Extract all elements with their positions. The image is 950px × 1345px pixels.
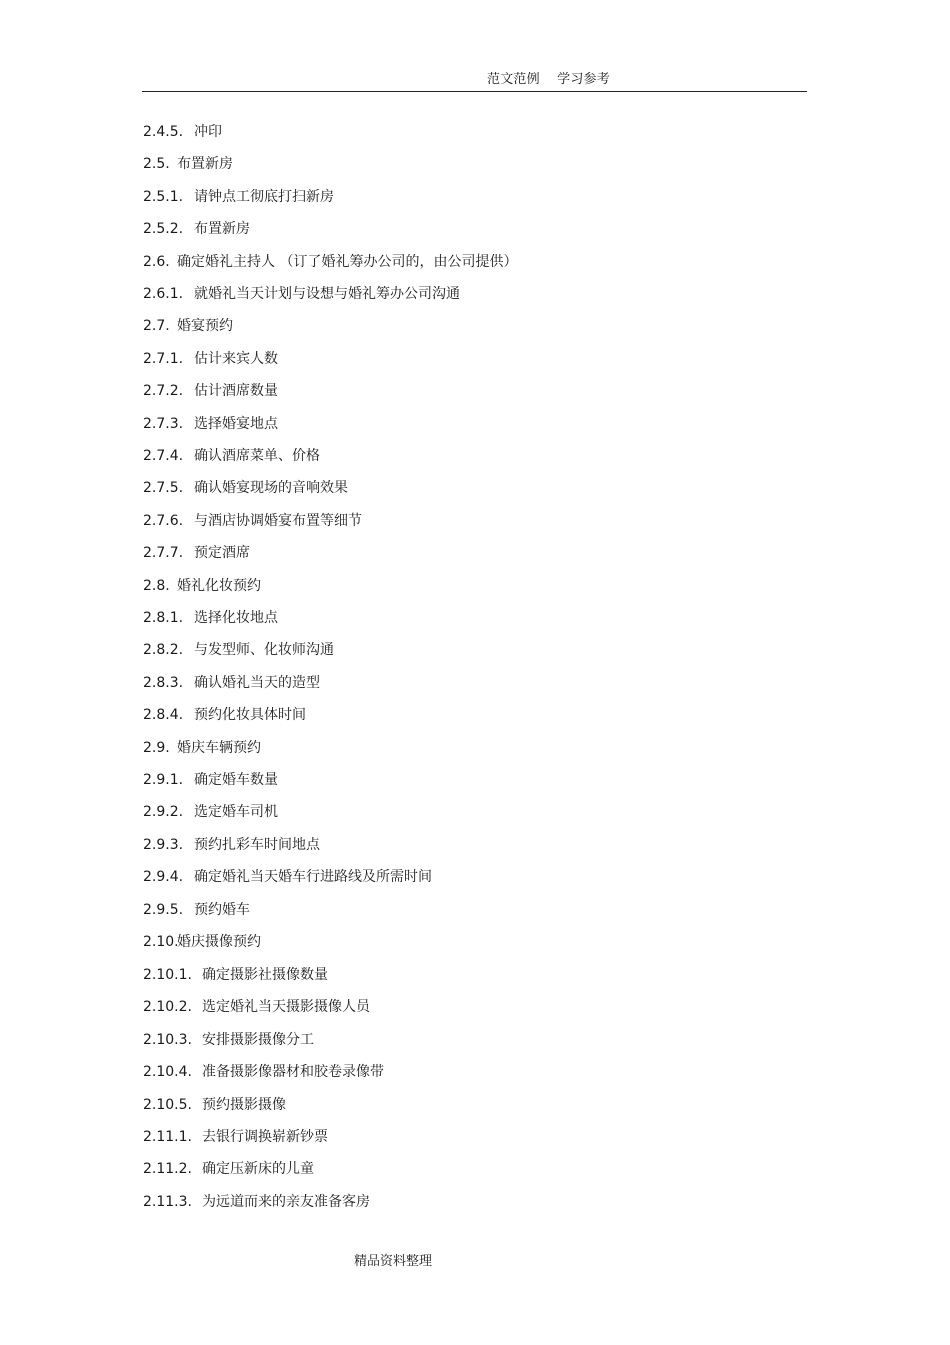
outline-item bbox=[143, 964, 328, 986]
outline-item bbox=[143, 348, 278, 370]
outline-item-text: 去银行调换崭新钞票 bbox=[202, 1129, 328, 1145]
outline-item bbox=[143, 769, 278, 791]
outline-item bbox=[143, 283, 460, 305]
outline-item-text: 冲印 bbox=[194, 124, 222, 140]
outline-item-number: 2.7.6. bbox=[143, 513, 184, 529]
outline-item bbox=[143, 510, 362, 532]
outline-item bbox=[143, 834, 320, 856]
outline-item bbox=[143, 704, 306, 726]
outline-item bbox=[143, 445, 320, 467]
outline-item-text: 婚礼化妆预约 bbox=[177, 578, 261, 594]
outline-item-number: 2.7.3. bbox=[143, 416, 184, 432]
outline-item bbox=[143, 866, 432, 888]
outline-item-text: 就婚礼当天计划与设想与婚礼筹办公司沟通 bbox=[194, 286, 460, 302]
outline-item bbox=[143, 542, 250, 564]
outline-item-text: 布置新房 bbox=[177, 156, 233, 172]
outline-item-text: 与酒店协调婚宴布置等细节 bbox=[194, 513, 362, 529]
outline-item bbox=[143, 1029, 314, 1051]
outline-item-text: 选定婚车司机 bbox=[194, 804, 278, 820]
outline-item bbox=[143, 251, 517, 273]
outline-item-text: 估计酒席数量 bbox=[194, 383, 278, 399]
outline-item-number: 2.10.5. bbox=[143, 1097, 192, 1113]
outline-item-number: 2.9.2. bbox=[143, 804, 184, 820]
outline-item bbox=[143, 1126, 328, 1148]
outline-item-number: 2.7.5. bbox=[143, 480, 184, 496]
outline-item-number: 2.7.2. bbox=[143, 383, 184, 399]
outline-item-text: 确定婚车数量 bbox=[194, 772, 278, 788]
outline-item-number: 2.10.1. bbox=[143, 967, 192, 983]
outline-item bbox=[143, 899, 250, 921]
outline-item bbox=[143, 996, 370, 1018]
outline-item-number: 2.9. bbox=[143, 740, 170, 756]
outline-item-number: 2.8.2. bbox=[143, 642, 184, 658]
outline-item bbox=[143, 931, 261, 953]
outline-item-number: 2.10.4. bbox=[143, 1064, 192, 1080]
outline-item-number: 2.9.1. bbox=[143, 772, 184, 788]
outline-item-number: 2.9.5. bbox=[143, 902, 184, 918]
outline-item-number: 2.8.3. bbox=[143, 675, 184, 691]
page-footer: 精品资料整理 bbox=[354, 1254, 433, 1269]
outline-item-text: 预约婚车 bbox=[194, 902, 250, 918]
outline-item bbox=[143, 1094, 286, 1116]
outline-item bbox=[143, 413, 278, 435]
outline-item-text: 预定酒席 bbox=[194, 545, 250, 561]
outline-item bbox=[143, 801, 278, 823]
outline-item-text: 预约化妆具体时间 bbox=[194, 707, 306, 723]
outline-item-text: 估计来宾人数 bbox=[194, 351, 278, 367]
outline-item bbox=[143, 1191, 370, 1213]
outline-item-text: 为远道而来的亲友准备客房 bbox=[202, 1194, 370, 1210]
outline-item bbox=[143, 737, 261, 759]
outline-item-text: 确定婚礼当天婚车行进路线及所需时间 bbox=[194, 869, 432, 885]
outline-item-text: 准备摄影像器材和胶卷录像带 bbox=[202, 1064, 384, 1080]
outline-item-number: 2.10.2. bbox=[143, 999, 192, 1015]
outline-item-number: 2.7. bbox=[143, 318, 170, 334]
outline-item-number: 2.4.5. bbox=[143, 124, 184, 140]
outline-item-number: 2.9.4. bbox=[143, 869, 184, 885]
outline-item bbox=[143, 380, 278, 402]
outline-item-number: 2.11.3. bbox=[143, 1194, 192, 1210]
outline-item-number: 2.5.2. bbox=[143, 221, 184, 237]
outline-item-number: 2.5. bbox=[143, 156, 170, 172]
outline-item-text: 布置新房 bbox=[194, 221, 250, 237]
header-text: 范文范例 学习参考 bbox=[487, 72, 610, 87]
outline-item-text: 确认酒席菜单、价格 bbox=[194, 448, 320, 464]
outline-item-number: 2.10.3. bbox=[143, 1032, 192, 1048]
outline-item-text: 请钟点工彻底打扫新房 bbox=[194, 189, 334, 205]
outline-item-number: 2.7.7. bbox=[143, 545, 184, 561]
outline-item-number: 2.5.1. bbox=[143, 189, 184, 205]
outline-item-number: 2.7.4. bbox=[143, 448, 184, 464]
outline-item-number: 2.11.1. bbox=[143, 1129, 192, 1145]
outline-item-text: 婚宴预约 bbox=[177, 318, 233, 334]
outline-item-text: 安排摄影摄像分工 bbox=[202, 1032, 314, 1048]
outline-item-number: 2.7.1. bbox=[143, 351, 184, 367]
outline-item-text: 选择化妆地点 bbox=[194, 610, 278, 626]
outline-item bbox=[143, 186, 334, 208]
outline-item-text: 预约扎彩车时间地点 bbox=[194, 837, 320, 853]
outline-item bbox=[143, 1061, 384, 1083]
outline-item bbox=[143, 218, 250, 240]
outline-item-text: 确认婚宴现场的音响效果 bbox=[194, 480, 348, 496]
outline-item-text: 与发型师、化妆师沟通 bbox=[194, 642, 334, 658]
outline-item-text: 婚庆摄像预约 bbox=[177, 934, 261, 950]
header-rule bbox=[142, 91, 807, 92]
outline-item bbox=[143, 477, 348, 499]
outline-item-text: 预约摄影摄像 bbox=[202, 1097, 286, 1113]
outline-item-number: 2.9.3. bbox=[143, 837, 184, 853]
outline-item-number: 2.8.4. bbox=[143, 707, 184, 723]
outline-item bbox=[143, 639, 334, 661]
outline-item-text: 婚庆车辆预约 bbox=[177, 740, 261, 756]
outline-item-text: 确定压新床的儿童 bbox=[202, 1161, 314, 1177]
outline-item-number: 2.11.2. bbox=[143, 1161, 192, 1177]
outline-item-text: 确定婚礼主持人 （订了婚礼筹办公司的，由公司提供） bbox=[177, 254, 518, 270]
outline-item bbox=[143, 153, 233, 175]
outline-item-text: 确认婚礼当天的造型 bbox=[194, 675, 320, 691]
outline-item-number: 2.6. bbox=[143, 254, 170, 270]
outline-item-number: 2.8. bbox=[143, 578, 170, 594]
outline-item-text: 确定摄影社摄像数量 bbox=[202, 967, 328, 983]
outline-item-number: 2.6.1. bbox=[143, 286, 184, 302]
outline-item-text: 选定婚礼当天摄影摄像人员 bbox=[202, 999, 370, 1015]
outline-item bbox=[143, 315, 233, 337]
outline-item bbox=[143, 575, 261, 597]
outline-item bbox=[143, 672, 320, 694]
outline-item bbox=[143, 121, 222, 143]
outline-item-number: 2.8.1. bbox=[143, 610, 184, 626]
outline-item-number: 2.10. bbox=[143, 934, 179, 950]
page-header bbox=[0, 68, 950, 88]
outline-item bbox=[143, 607, 278, 629]
outline-item bbox=[143, 1158, 314, 1180]
outline-item-text: 选择婚宴地点 bbox=[194, 416, 278, 432]
